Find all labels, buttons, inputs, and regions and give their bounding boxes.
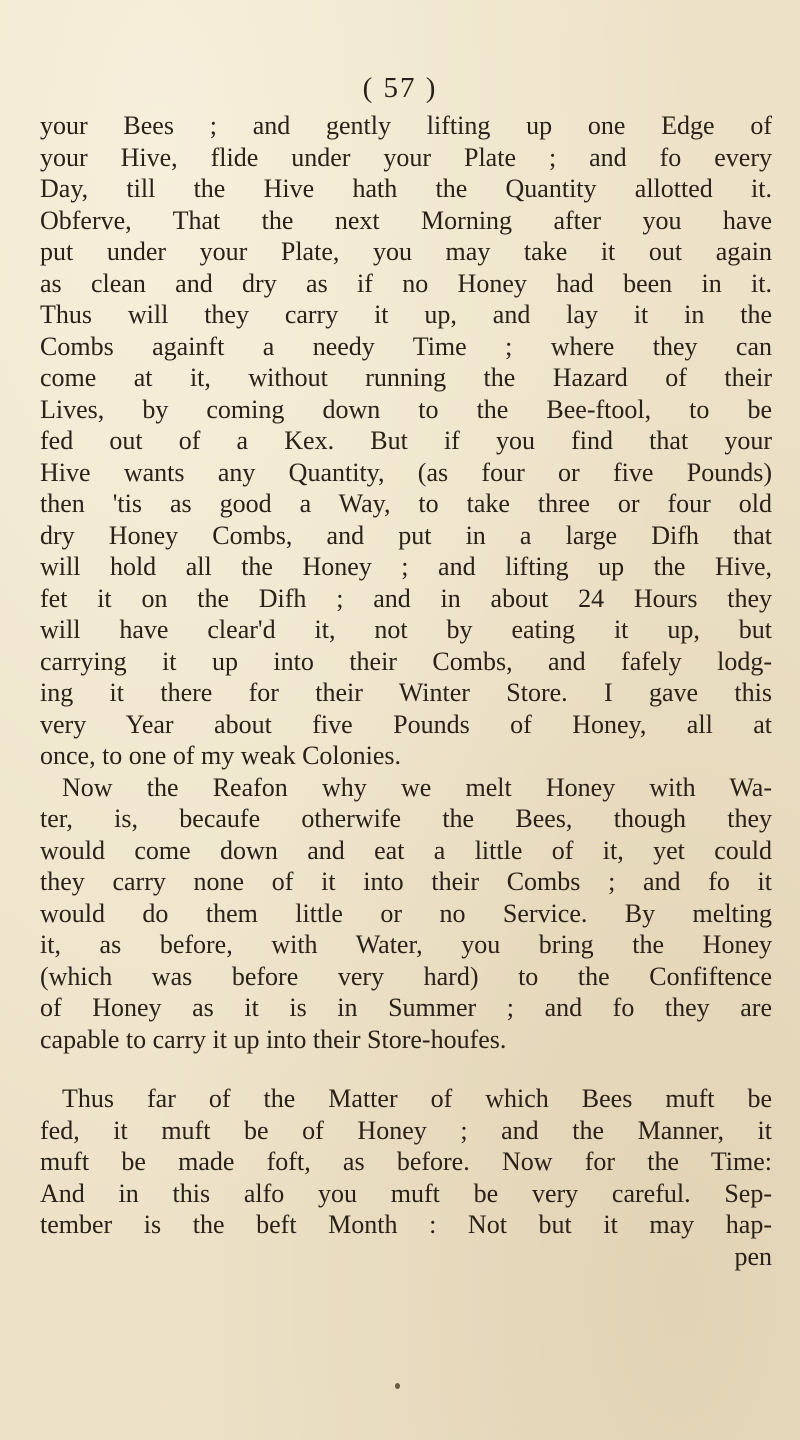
text-line: Hive wants any Quantity, (as four or five Pounds)	[40, 457, 772, 487]
text-line: fet it on the Difh ; and in about 24 Hours they	[40, 583, 772, 613]
text-line: Combs againft a needy Time ; where they can	[40, 331, 772, 361]
text-line: once, to one of my weak Colonies.	[40, 741, 402, 770]
text-line: very Year about five Pounds of Honey, all at	[40, 709, 772, 739]
text-line: (which was before very hard) to the Confiftence	[40, 961, 772, 991]
text-line: Obferve, That the next Morning after you have	[40, 205, 772, 235]
paragraph-gap	[40, 1055, 772, 1083]
text-line: will hold all the Honey ; and lifting up the Hive,	[40, 552, 772, 581]
text-line: muft be made foft, as before. Now for the Time:	[40, 1147, 772, 1176]
text-line: your Bees ; and gently lifting up one Edge of	[40, 111, 772, 140]
ink-speck-mark	[395, 1383, 400, 1389]
text-line: capable to carry it up into their Store-houfes.	[40, 1024, 507, 1054]
text-line: Lives, by coming down to the Bee-ftool, to be	[40, 394, 772, 424]
text-line: would come down and eat a little of it, yet could	[40, 835, 772, 865]
text-line: fed out of a Kex. But if you find that your	[40, 426, 772, 455]
text-line: of Honey as it is in Summer ; and fo they are	[40, 993, 772, 1022]
text-line: your Hive, flide under your Plate ; and fo every	[40, 142, 772, 172]
text-line: Thus will they carry it up, and lay it in the	[40, 300, 772, 329]
text-line: carrying it up into their Combs, and fafely lodg-	[40, 646, 772, 676]
text-line: as clean and dry as if no Honey had been in it.	[40, 268, 772, 298]
text-line: would do them little or no Service. By melting	[40, 898, 772, 928]
body-text	[40, 110, 772, 1272]
text-line: ter, is, becaufe otherwife the Bees, though they	[40, 804, 772, 833]
text-line: put under your Plate, you may take it out again	[40, 237, 772, 266]
text-line: will have clear'd it, not by eating it up, but	[40, 615, 772, 644]
page-number: ( 57 )	[362, 72, 438, 104]
text-line: come at it, without running the Hazard of their	[40, 363, 772, 392]
text-line: Day, till the Hive hath the Quantity allotted it.	[40, 174, 772, 203]
text-line: then 'tis as good a Way, to take three or four old	[40, 489, 772, 518]
text-line: dry Honey Combs, and put in a large Difh that	[40, 520, 772, 550]
text-line: And in this alfo you muft be very careful. Sep-	[40, 1178, 772, 1208]
text-line: they carry none of it into their Combs ; and fo it	[40, 867, 772, 896]
text-line: tember is the beft Month : Not but it may hap-	[40, 1210, 772, 1239]
text-line: it, as before, with Water, you bring the Honey	[40, 930, 772, 959]
text-line: Now the Reafon why we melt Honey with Wa-	[62, 772, 772, 802]
text-line: Thus far of the Matter of which Bees muft be	[62, 1084, 772, 1113]
catchword: pen	[734, 1241, 772, 1271]
text-line: ing it there for their Winter Store. I gave this	[40, 678, 772, 707]
text-line: fed, it muft be of Honey ; and the Manner, it	[40, 1115, 772, 1145]
